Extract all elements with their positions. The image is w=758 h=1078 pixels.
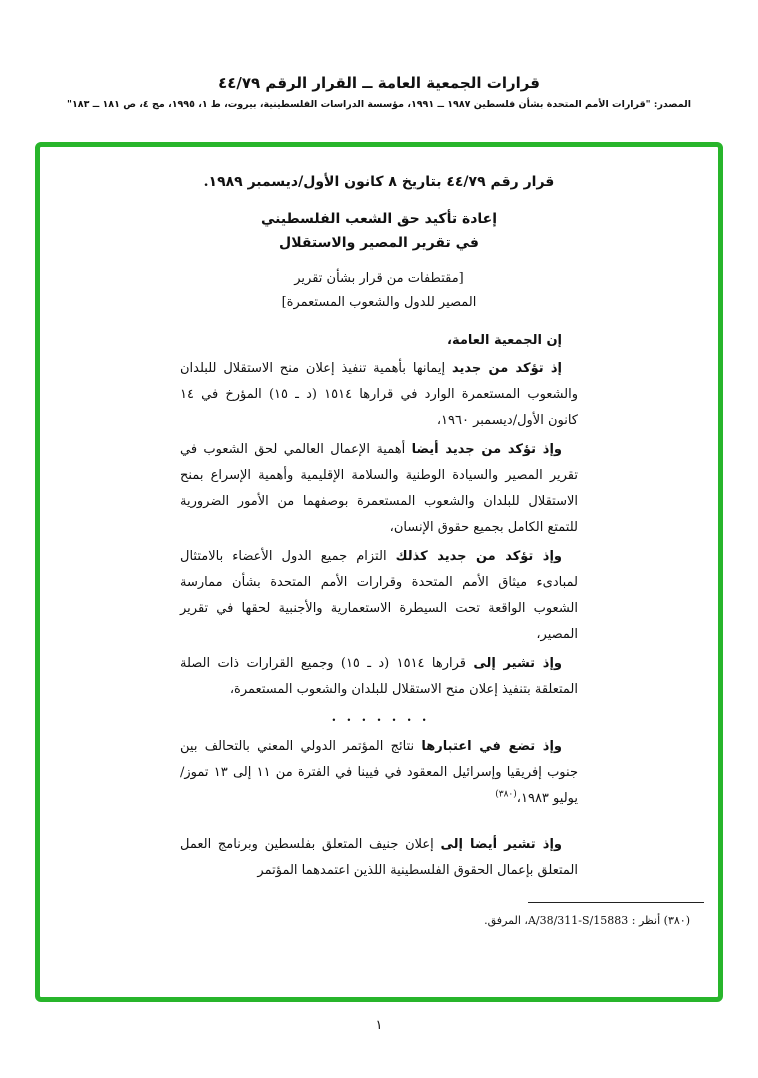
paragraph [180, 437, 578, 541]
resolution-heading-line1: إعادة تأكيد حق الشعب الفلسطيني [260, 211, 498, 227]
bracket-note [180, 267, 578, 315]
paragraph-text: إعلان جنيف المتعلق بفلسطين وبرنامج العمل المتعلق بإعمال الحقوق الفلسطينية اللذين اعتمدهما المؤتمر [180, 837, 578, 878]
document-header-title: قرارات الجمعية العامة ــ القرار الرقم ٤٤/٧٩ [218, 74, 540, 92]
paragraph-lead: إذ تؤكد من جديد [452, 361, 562, 376]
bracket-note-line2: المصير للدول والشعوب المستعمرة] [281, 295, 477, 310]
paragraph [180, 734, 578, 812]
paragraph-lead: وإذ تشير إلى [473, 656, 562, 671]
footnote-text: (٣٨٠) أنظر : A/38/311-S/15883، المرفق. [484, 914, 690, 927]
footnote-marker: (٣٨٠) [495, 789, 517, 800]
paragraph-lead: وإذ تشير أيضا إلى [440, 837, 562, 852]
resolution-box [35, 142, 723, 1002]
resolution-title: قرار رقم ٤٤/٧٩ بتاريخ ٨ كانون الأول/ديسمبر ١٩٨٩. [203, 174, 555, 190]
paragraph-lead: وإذ تضع في اعتبارها [421, 739, 562, 754]
paragraph [180, 544, 578, 648]
paragraph-lead: وإذ تؤكد من جديد كذلك [395, 549, 562, 564]
resolution-heading [180, 207, 578, 255]
paragraph-text: نتائج المؤتمر الدولي المعني بالتحالف بين جنوب إفريقيا وإسرائيل المعقود في فيينا في الفترة من ١١ إلى ١٣ تموز/يوليو ١٩٨٣، [180, 739, 578, 806]
paragraph-text: قرارها ١٥١٤ (د ـ ١٥) وجميع القرارات ذات الصلة المتعلقة بتنفيذ إعلان منح الاستقلال للبلدان والشعوب المستعمرة، [180, 656, 578, 697]
salutation: إن الجمعية العامة، [447, 333, 562, 348]
bracket-note-line1: [مقتطفات من قرار بشأن تقرير [294, 271, 464, 286]
paragraph [180, 356, 578, 434]
resolution-heading-line2: في تقرير المصير والاستقلال [279, 235, 479, 251]
paragraph-text: إيمانها بأهمية تنفيذ إعلان منح الاستقلال للبلدان والشعوب المستعمرة الوارد في قرارها ١٥١٤ (د ـ ١٥) المؤرخ في ١٤ كانون الأول/ديسمبر ١٩٦٠، [180, 361, 579, 428]
source-line: المصدر: "قرارات الأمم المتحدة بشأن فلسطين ١٩٨٧ ــ ١٩٩١، مؤسسة الدراسات الفلسطينية، بيروت، ط ١، ١٩٩٥، مج ٤، ص ١٨١ ــ ١٨٣" [67, 99, 691, 110]
resolution-content [180, 171, 578, 884]
paragraph [180, 832, 578, 884]
footnote-rule [528, 902, 704, 903]
ellipsis-separator: . . . . . . . [331, 710, 427, 725]
paragraph [180, 651, 578, 703]
paragraph-text: التزام جميع الدول الأعضاء بالامتثال لمبادىء ميثاق الأمم المتحدة وقرارات الأمم المتحدة بشأن ممارسة الشعوب الواقعة تحت السيطرة الاستعمارية والأجنبية لحقها في تقرير المصير، [180, 549, 578, 642]
paragraph-lead: وإذ تؤكد من جديد أيضا [411, 442, 562, 457]
footnote-area [52, 902, 706, 930]
page-number: ١ [375, 1018, 383, 1033]
paragraph-text: أهمية الإعمال العالمي لحق الشعوب في تقرير المصير والسيادة الوطنية والسلامة الإقليمية وأهمية الإسراع بمنح الاستقلال للبلدان والشعوب المستعمرة بوصفهما من الأمور الضرورية للتمتع الكامل بجميع حقوق الإنسان، [180, 442, 578, 535]
